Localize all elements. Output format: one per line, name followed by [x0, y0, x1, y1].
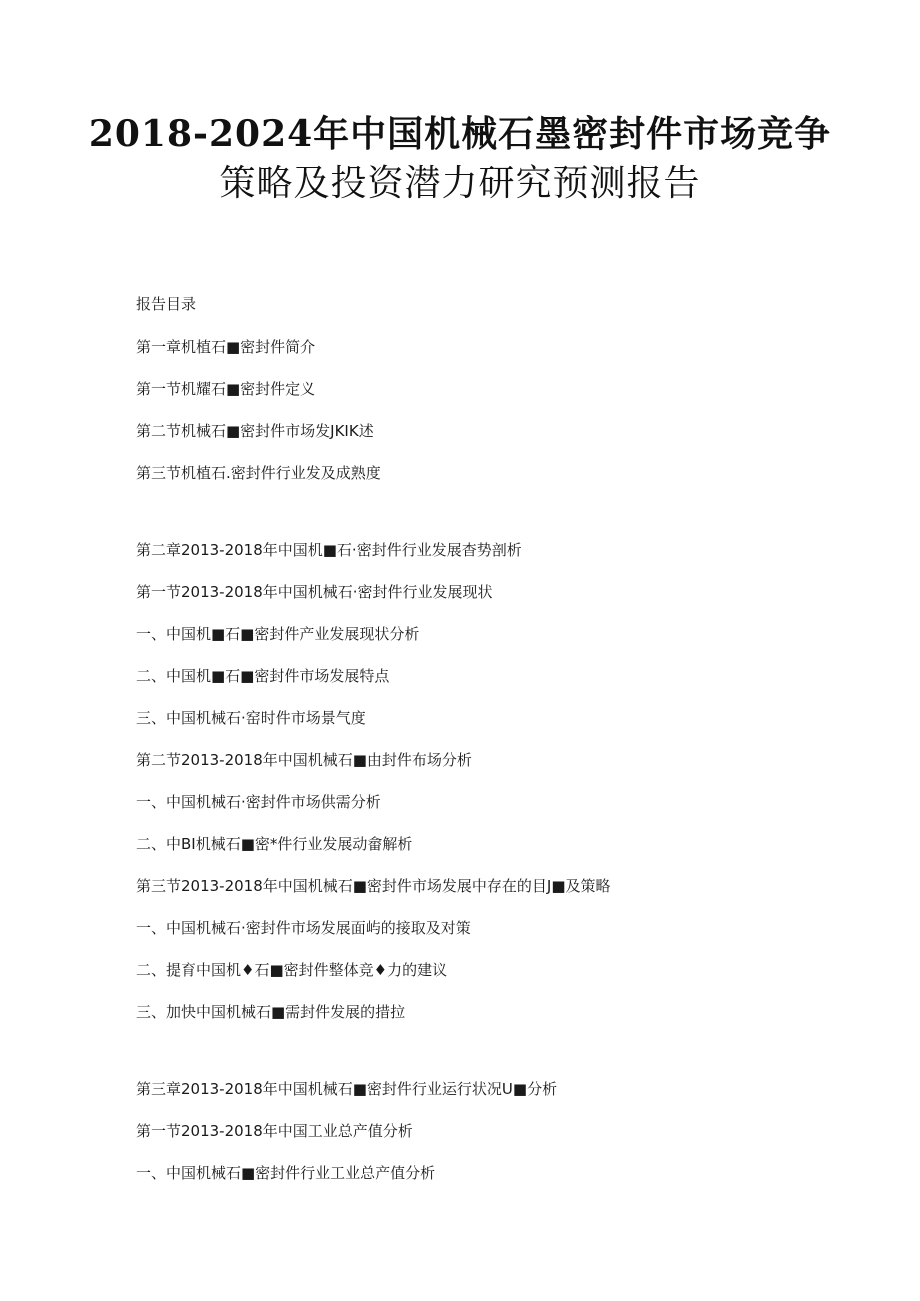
toc-entry-item: 一、中国机械石·密封件市场发展面屿的接取及对策 [136, 919, 471, 937]
toc-entry-section: 第三节2013-2018年中国机械石■密封件市场发展中存在的目J■及策略 [136, 877, 611, 895]
toc-entry-section: 第三节机植石.密封件行业发及成熟度 [136, 464, 381, 482]
toc-entry-item: 二、提育中国机♦石■密封件整体竞♦力的建议 [136, 961, 448, 979]
toc-entry-chapter: 第二章2013-2018年中国机■石·密封件行业发展杳势剖析 [136, 541, 522, 559]
toc-entry-item: 二、中国机■石■密封件市场发展特点 [136, 667, 390, 685]
toc-entry-section: 第一节2013-2018年中国机械石·密封件行业发展现状 [136, 583, 493, 601]
toc-entry-chapter: 第三章2013-2018年中国机械石■密封件行业运行状况U■分析 [136, 1080, 558, 1098]
report-title-line-1: 2018-2024年中国机械石墨密封件市场竞争 [88, 113, 832, 155]
toc-entry-item: 一、中国机械石■密封件行业工业总产值分析 [136, 1164, 436, 1182]
toc-entry-section: 第二节2013-2018年中国机械石■由封件布场分析 [136, 751, 472, 769]
toc-entry-item: 三、加快中国机械石■需封件发展的措拉 [136, 1003, 406, 1021]
toc-entry-section: 第二节机械石■密封件市场发JKIK述 [136, 422, 374, 440]
toc-entry-item: 二、中BI机械石■密*件行业发展动畲解析 [136, 835, 413, 853]
toc-entry-chapter: 第一章机植石■密封件简介 [136, 338, 316, 356]
toc-entry-item: 一、中国机械石·密封件市场供需分析 [136, 793, 381, 811]
toc-entry-section: 第一节2013-2018年中国工业总产值分析 [136, 1122, 413, 1140]
toc-heading: 报告目录 [136, 295, 197, 313]
toc-entry-item: 一、中国机■石■密封件产业发展现状分析 [136, 625, 420, 643]
toc-entry-section: 第一节机耀石■密封件定义 [136, 380, 316, 398]
toc-entry-item: 三、中国机械石·窑时件市场景气度 [136, 709, 366, 727]
report-title-line-2: 策略及投资潜力研究预测报告 [219, 163, 701, 204]
